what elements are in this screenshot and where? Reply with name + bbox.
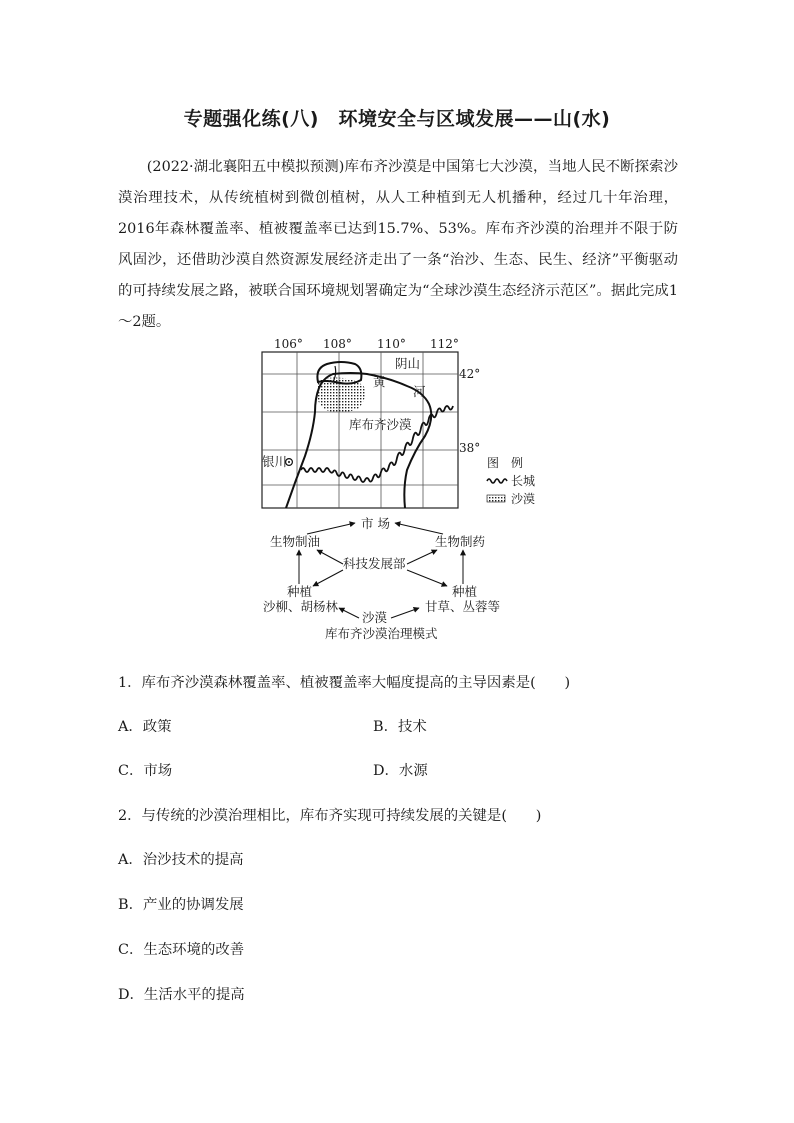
label-huang: 黄: [373, 374, 386, 389]
question-2-option-b: B．产业的协调发展: [118, 897, 244, 913]
question-1-option-d: D．水源: [373, 763, 428, 779]
node-plant-left-items: 沙柳、胡杨林: [263, 599, 339, 614]
label-yinshan: 阴山: [395, 356, 421, 371]
lon-label-106: 106°: [274, 337, 303, 351]
model-caption: 库布齐沙漠治理模式: [325, 626, 438, 641]
node-plant-right-items: 甘草、丛蓉等: [425, 599, 501, 614]
node-bio-pharma: 生物制药: [435, 534, 486, 549]
label-yinchuan: 银川: [262, 454, 288, 469]
legend-great-wall-label: 长城: [511, 474, 536, 488]
label-desert: 库布齐沙漠: [349, 417, 412, 432]
intro-paragraph: [118, 152, 678, 338]
label-he: 河: [413, 384, 426, 399]
node-tech-dept: 科技发展部: [343, 556, 406, 571]
legend-desert-label: 沙漠: [511, 492, 536, 506]
legend-title: 图 例: [487, 456, 524, 470]
question-2-option-a: A．治沙技术的提高: [118, 852, 244, 868]
lon-label-110: 110°: [377, 337, 406, 351]
yinchuan-dot: [288, 461, 290, 463]
node-bio-oil: 生物制油: [270, 534, 321, 549]
map: [262, 337, 480, 508]
lon-label-112: 112°: [430, 337, 459, 351]
question-2-option-d: D．生活水平的提高: [118, 987, 245, 1003]
question-1-stem: 1．库布齐沙漠森林覆盖率、植被覆盖率大幅度提高的主导因素是( ): [118, 675, 571, 691]
question-2-option-c: C．生态环境的改善: [118, 942, 245, 958]
legend-great-wall-icon: [487, 479, 507, 483]
lat-label-38: 38°: [459, 441, 481, 455]
node-plant-left: 种植: [287, 584, 313, 599]
legend: [487, 455, 535, 506]
question-2-stem: 2．与传统的沙漠治理相比，库布齐实现可持续发展的关键是( ): [118, 808, 542, 824]
question-1-option-c: C．市场: [118, 763, 173, 779]
model-diagram: [263, 516, 500, 641]
lat-label-42: 42°: [459, 367, 481, 381]
legend-desert-icon: [487, 495, 505, 502]
node-market: 市 场: [361, 516, 390, 531]
node-desert: 沙漠: [362, 610, 388, 625]
figure: [255, 332, 545, 648]
question-1-option-b: B．技术: [373, 719, 427, 735]
intro-text: (2022·湖北襄阳五中模拟预测)库布齐沙漠是中国第七大沙漠，当地人民不断探索沙漠治理技术，从传统植树到微创植树，从人工种植到无人机播种，经过几十年治理，2016年森林覆盖率、植被覆盖率已达到15.7%、53%。库布齐沙漠的治理并不限于防风固沙，还借助沙漠自然资源发展经济走出了一条“治沙、生态、民生、经济”平衡驱动的可持续发展之路，被联合国环境规划署确定为“全球沙漠生态经济示范区”。据此完成1～2题。: [118, 159, 678, 330]
node-plant-right: 种植: [452, 584, 478, 599]
question-1-option-a: A．政策: [118, 719, 172, 735]
figure-svg: [255, 332, 545, 648]
lon-label-108: 108°: [323, 337, 352, 351]
page-title: 专题强化练(八) 环境安全与区域发展——山(水): [183, 108, 611, 130]
